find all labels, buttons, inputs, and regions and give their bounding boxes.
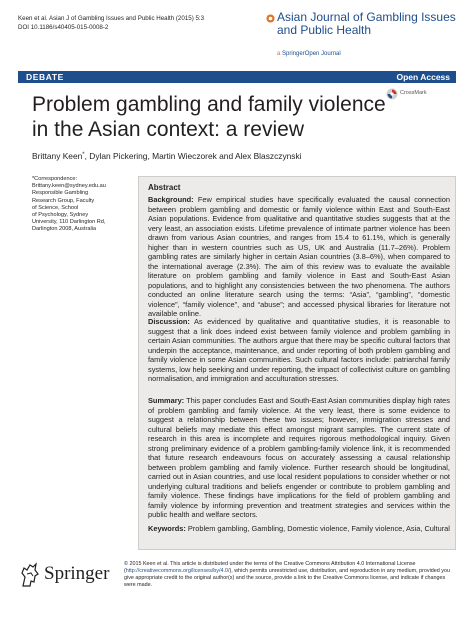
springer-horse-icon: [18, 562, 42, 588]
affiliation-line: Responsible Gambling: [32, 190, 89, 197]
title-line: in the Asian context: a review: [32, 118, 304, 141]
affiliation-line: Research Group, Faculty: [32, 197, 95, 204]
crossmark-label: CrossMark: [400, 90, 427, 96]
article-type-label: DEBATE: [26, 72, 64, 82]
corresponding-marker: *: [82, 152, 85, 158]
correspondence-block: [32, 176, 128, 234]
affiliation-line: of Psychology, Sydney: [32, 212, 89, 219]
affiliation-line: Darlington 2008, Australia: [32, 226, 97, 233]
abstract-summary: [148, 396, 450, 520]
affiliation-line: University, 110 Darlington Rd,: [32, 219, 106, 226]
discussion-label: Discussion:: [148, 317, 190, 326]
author-list: [32, 151, 302, 161]
keywords-text: Problem gambling, Gambling, Domestic violence, Family violence, Asia, Cultural: [185, 524, 450, 533]
coauthors: , Dylan Pickering, Martin Wieczorek and Alex Blaszczynski: [84, 151, 302, 161]
correspondence-email[interactable]: Brittany.keen@sydney.edu.au: [32, 183, 106, 190]
journal-sub-prefix: a: [277, 51, 283, 57]
background-text: Few empirical studies have specifically evaluated the causal connection between problem gambling and domestic or family violence within East and South-East Asian populations. Evidence from qualitative and quantitative studies suggests that at the very least, an association exists. Lifetime prevalence of intimate partner violence has been drawn from various Asian countries, and ranges from 15.4 to 61.1%, which is generally higher than in western countries such as US, UK and Australia (11.7–26%). Problem gambling rates are similarly higher in certain Asian countries (3.8–6%), when compared to the international average (2.3%). The aim of this review was to evaluate the available literature on problem gambling and family violence in East and South-East Asian populations, and to highlight any consistencies between the two phenomena. The authors conducted an online literature search using the terms: “Asia”, “gambling”, “domestic violence”, “family violence”, and “abuse”; and accessed physical libraries for literature not available online.: [148, 195, 450, 318]
abstract-discussion: [148, 317, 450, 384]
discussion-text: As evidenced by qualitative and quantitative studies, it is reasonable to suggest that a link does indeed exist between family violence and problem gambling in certain Asian communities. The authors argue that there may be specific cultural factors that underpin the acceptance, maintenance, and under reporting of both problem gambling and family violence in some Asian communities. Such cultural factors include: patriarchal family systems, low help seeking and under reporting, the impact of collectivist culture on gambling normalisation, and immigration and acculturation stresses.: [148, 317, 450, 383]
article-title: [32, 92, 412, 142]
license-link[interactable]: http://creativecommons.org/licenses/by/4.0/: [125, 567, 230, 574]
journal-logo-icon: [266, 14, 275, 23]
summary-label: Summary:: [148, 396, 185, 405]
citation-line: Keen et al. Asian J of Gambling Issues and Public Health (2015) 5:3: [18, 15, 205, 22]
springer-wordmark: Springer: [44, 563, 110, 584]
abstract-background: [148, 195, 450, 319]
title-line: Problem gambling and family violence: [32, 93, 386, 116]
article-type-banner: [18, 71, 456, 83]
springeropen-label: SpringerOpen Journal: [282, 51, 341, 57]
license-statement: [124, 561, 456, 589]
keywords-label: Keywords:: [148, 524, 186, 533]
abstract-keywords: [148, 524, 450, 534]
license-text: ), which permits unrestricted use, distribution, and reproduction in any medium, provided you give appropriate credit to the original author(s) and the source, provide a link to the Creative Commons license, and indicate if changes were made.: [124, 567, 450, 588]
correspondence-heading: *Correspondence:: [32, 176, 78, 182]
journal-title-line: Asian Journal of Gambling Issues: [277, 10, 456, 24]
open-access-label[interactable]: Open Access: [396, 72, 450, 82]
journal-title[interactable]: [277, 11, 456, 37]
abstract-heading: Abstract: [148, 183, 181, 192]
journal-publisher-note: [277, 51, 341, 57]
springer-logo[interactable]: [18, 560, 118, 590]
doi-line: DOI 10.1186/s40405-015-0008-2: [18, 24, 109, 31]
journal-title-line: and Public Health: [277, 23, 372, 37]
background-label: Background:: [148, 195, 194, 204]
affiliation-line: of Science, School: [32, 204, 79, 211]
article-citation: [18, 14, 204, 32]
corresponding-author[interactable]: Brittany Keen: [32, 151, 83, 161]
summary-text: This paper concludes East and South-East Asian communities display high rates of problem gambling and family violence. At the very least, there is some evidence to suggest a relationship between these two issues; however, immigration stresses and cultural beliefs may mediate this effect amongst migrant samples. The current state of research in this area is incomplete and requires rigorous methodological inquiry. Given strong preliminary evidence of a problem gambling-family violence link, it is recommended that future research endeavours focus on accurately assessing a causal relationship between problem gambling and family violence. Further research should be longitudinal, carried out in Asian countries, and use local resident populations to consider whether or not underlying cultural traditions and beliefs engender or contribute to problem gambling and family violence. These findings have implications for the field of problem gambling and family violence by informing prevention and treatment strategies and services within the public health and welfare sectors.: [148, 396, 450, 519]
license-text: © 2015 Keen et al. This article is distributed under the terms of the Creative Commons Attribution 4.0 International License (: [124, 561, 416, 574]
abstract-box: [138, 176, 456, 550]
